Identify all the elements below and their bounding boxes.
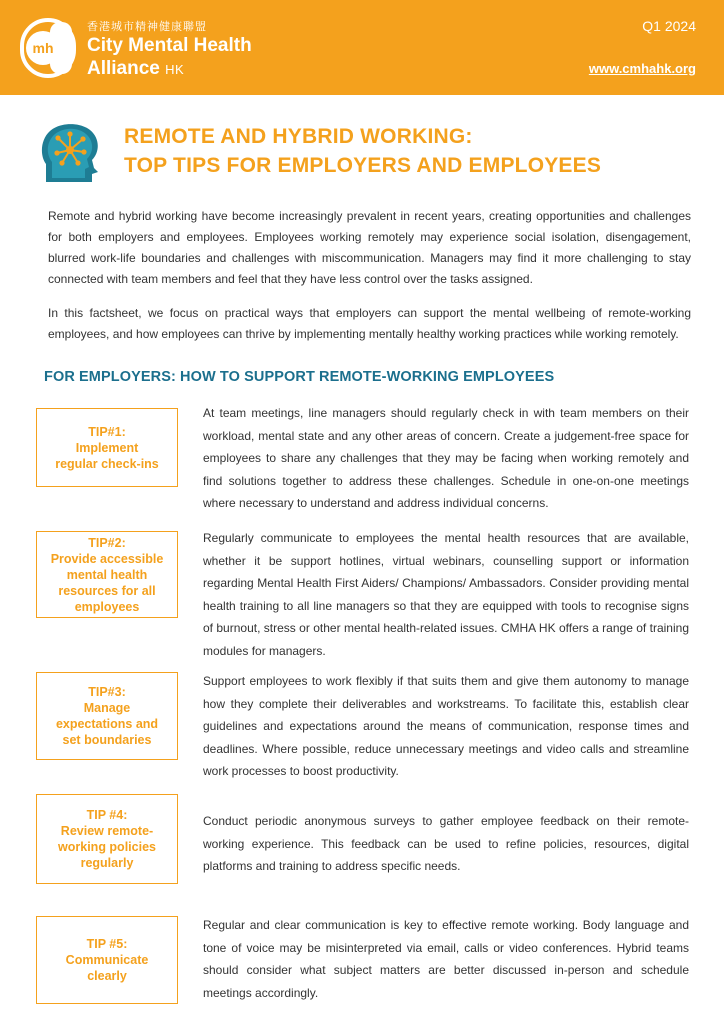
tip-title: Provide accessible mental health resources for all employees bbox=[50, 551, 164, 614]
tip-text: Regularly communicate to employees the mental health resources that are available, whether it be support hotlines, virtual webinars, counselling support or information regarding Mental Health First Aiders/ Champions/ Ambassadors. Consider providing mental health training to all line managers so that they are equipped with tools to recognise signs of burnout, stress or other mental health-related issues. CMHA HK offers a range of training modules for managers. bbox=[203, 531, 689, 658]
document-title bbox=[124, 122, 704, 180]
tip-box bbox=[36, 408, 178, 487]
tip-text: At team meetings, line managers should regularly check in with team members on their workload, mental state and any other areas of concern. Create a judgement-free space for employees to share any challenges that they may be facing when working remotely and find solutions together to address these challenges. Schedule in one-on-one meetings where necessary to understand and address individual concerns. bbox=[203, 406, 689, 510]
tip-label: TIP#1: bbox=[88, 424, 126, 439]
tip-text: Conduct periodic anonymous surveys to gather employee feedback on their remote-working experience. This feedback can be used to refine policies, resources, digital platforms and training to address specific needs. bbox=[203, 814, 689, 873]
title-line-2: TOP TIPS FOR EMPLOYERS AND EMPLOYEES bbox=[124, 154, 602, 177]
tip-title: Review remote-working policies regularly bbox=[58, 824, 156, 870]
tip-text: Support employees to work flexibly if that suits them and give them autonomy to manage how they complete their deliverables and workstreams. To facilitate this, establish clear guidelines and expectations around the means of communication, response times and deadlines. Where possible, reduce unnecessary meetings and video calls and streamline work processes to boost productivity. bbox=[203, 674, 689, 778]
tip-label: TIP #4: bbox=[86, 808, 128, 822]
tip-box bbox=[36, 531, 178, 618]
title-line-1: REMOTE AND HYBRID WORKING: bbox=[124, 125, 473, 148]
tip-title: Manage expectations and set boundaries bbox=[55, 701, 159, 747]
intro-paragraph: In this factsheet, we focus on practical ways that employers can support the mental wellbeing of remote-working employees, and how employees can thrive by implementing mentally healthy working practices while working remotely. bbox=[48, 306, 691, 341]
org-name-line1: City Mental Health bbox=[87, 35, 252, 56]
org-name bbox=[87, 34, 252, 81]
tip-box bbox=[36, 794, 178, 884]
publication-quarter: Q1 2024 bbox=[642, 18, 696, 34]
tip-box bbox=[36, 916, 178, 1004]
tip-label: TIP #5: bbox=[86, 937, 128, 951]
section-heading: FOR EMPLOYERS: HOW TO SUPPORT REMOTE-WORKING EMPLOYEES bbox=[44, 369, 555, 385]
tip-box bbox=[36, 672, 178, 760]
cmha-logo-icon bbox=[20, 18, 76, 78]
tip-label: TIP#3: bbox=[88, 685, 126, 699]
tip-title: Implement regular check-ins bbox=[55, 440, 159, 471]
logo-letters: mh bbox=[32, 40, 54, 56]
org-name-line2: Alliance bbox=[87, 58, 160, 79]
tip-text: Regular and clear communication is key to effective remote working. Body language and tone of voice may be misinterpreted via email, calls or video conferences. Hybrid teams should consider what subject matters are better discussed in-person and schedule meetings accordingly. bbox=[203, 918, 689, 1000]
head-network-icon bbox=[38, 120, 104, 186]
org-name-hk: HK bbox=[165, 62, 185, 77]
tip-label: TIP#2: bbox=[88, 535, 126, 550]
org-name-chinese: 香港城市精神健康聯盟 bbox=[87, 20, 207, 33]
intro-paragraph: Remote and hybrid working have become increasingly prevalent in recent years, creating opportunities and challenges for both employers and employees. Employees working remotely may experience social isolation, disengagement, blurred work-life boundaries and challenges with miscommunication. Managers may find it more challenging to stay connected with team members and feel that they have less control over the tasks assigned. bbox=[48, 209, 691, 286]
tip-title: Communicate clearly bbox=[65, 953, 149, 983]
page-header bbox=[0, 0, 724, 95]
website-link[interactable]: www.cmhahk.org bbox=[588, 61, 696, 76]
